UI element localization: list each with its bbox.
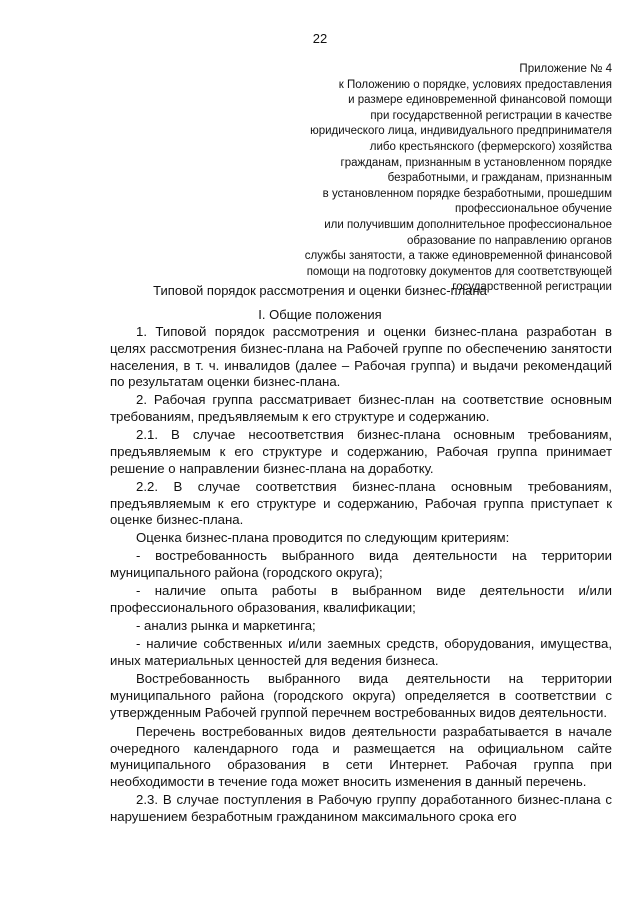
appendix-line: образование по направлению органов [406,234,612,247]
appendix-line: государственной регистрации [452,281,612,294]
list-item: - анализ рынка и маркетинга; [136,617,316,633]
paragraph: 2. Рабочая группа рассматривает бизнес-план на соответствие основным требованиям, предъявляемым к его структуре и содержанию. [110,392,612,425]
document-body [110,324,612,826]
appendix-line: профессиональное обучение [454,203,612,216]
appendix-line: при государственной регистрации в качестве [370,109,612,122]
paragraph: 2.1. В случае несоответствия бизнес-плана основным требованиям, предъявляемым к его структуре и содержанию, Рабочая группа принимает решение о направлении бизнес-плана на доработку. [110,427,612,476]
appendix-line: к Положению о порядке, условиях предоставления [338,78,612,91]
appendix-line: юридического лица, индивидуального предпринимателя [310,125,612,138]
appendix-line: помощи на подготовку документов для соответствующей [306,265,612,278]
paragraph: 1. Типовой порядок рассмотрения и оценки бизнес-плана разработан в целях рассмотрения бизнес-плана на Рабочей группе по обеспечению занятости населения, в т. ч. инвалидов (далее – Рабочая группа) и выдачи рекомендаций по результатам оценки бизнес-плана. [110,324,612,390]
appendix-line: безработными, и гражданам, признанным [387,172,612,185]
paragraph: Оценка бизнес-плана проводится по следующим критериям: [136,530,510,546]
paragraph: Востребованность выбранного вида деятельности на территории муниципального района (городского округа) определяется в соответствии с утвержденным Рабочей группой перечнем востребованных видов деятельности. [110,671,612,721]
document-title: Типовой порядок рассмотрения и оценки бизнес-плана [153,283,487,298]
section-title: I. Общие положения [258,307,382,322]
appendix-line: в установленном порядке безработными, прошедшим [322,187,612,200]
list-item: - востребованность выбранного вида деятельности на территории муниципального района (городского округа); [110,548,612,581]
appendix-line: гражданам, признанным в установленном порядке [340,156,612,169]
appendix-header [252,62,612,296]
paragraph: 2.2. В случае соответствия бизнес-плана основным требованиям, предъявляемым к его структуре и содержанию, Рабочая группа приступает к оценке бизнес-плана. [110,478,612,528]
list-item: - наличие собственных и/или заемных средств, оборудования, имущества, иных материальных ценностей для ведения бизнеса. [110,635,612,668]
page-number: 22 [312,31,328,46]
appendix-line: службы занятости, а также единовременной финансовой [304,250,612,263]
appendix-line: или получившим дополнительное профессиональное [324,218,612,231]
paragraph: 2.3. В случае поступления в Рабочую группу доработанного бизнес-плана с нарушением безработным гражданином максимального срока его [110,792,612,824]
appendix-line: Приложение № 4 [519,63,612,75]
paragraph: Перечень востребованных видов деятельности разрабатывается в начале очередного календарного года и размещается на официальном сайте муниципального образования в сети Интернет. Рабочая группа при необходимости в течение года может вносить изменения в данный перечень. [110,723,612,790]
appendix-line: либо крестьянского (фермерского) хозяйства [369,140,612,153]
list-item: - наличие опыта работы в выбранном виде деятельности и/или профессионального образования, квалификации; [110,583,612,615]
appendix-line: и размере единовременной финансовой помощи [348,94,612,107]
